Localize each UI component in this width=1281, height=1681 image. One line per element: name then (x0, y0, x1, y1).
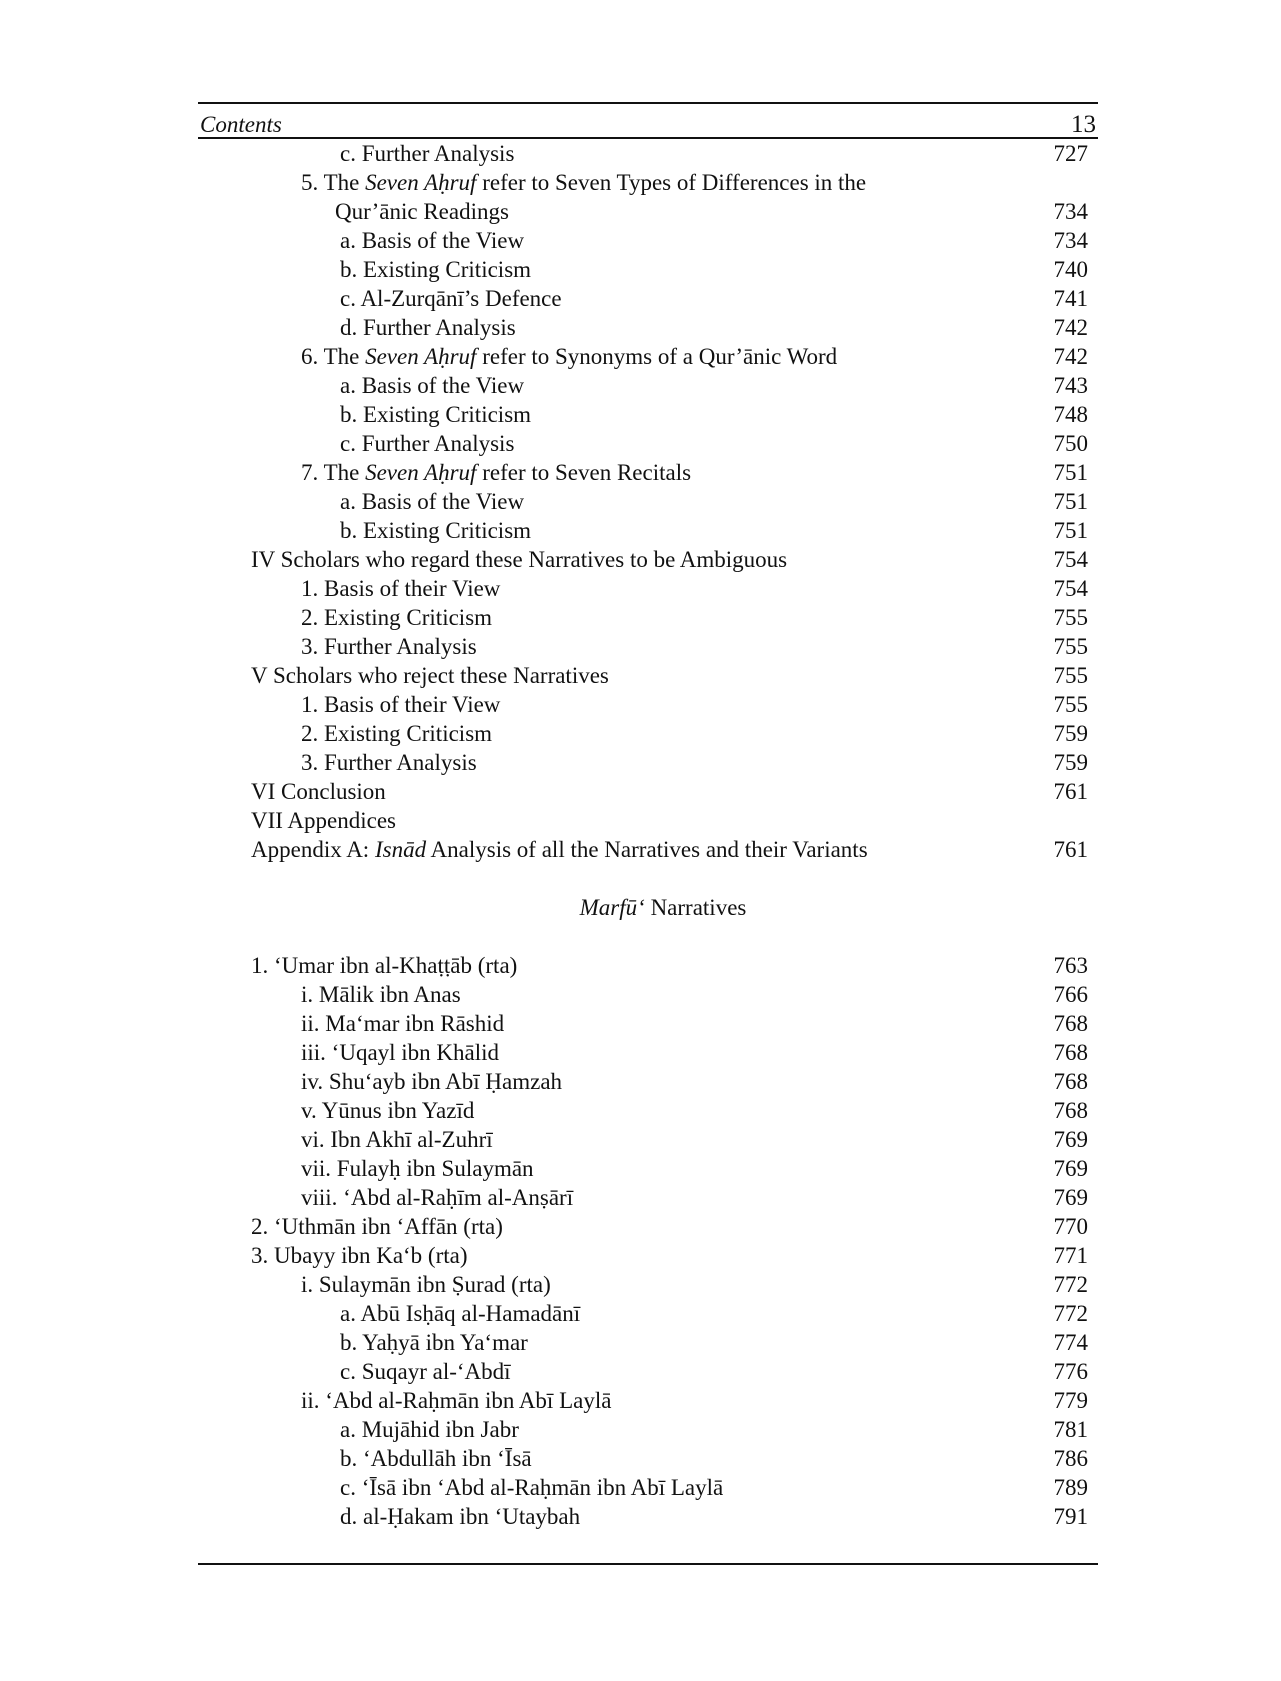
toc-entry-page-number: 781 (1053, 1417, 1088, 1442)
toc-entry-label: vii. Fulayḥ ibn Sulaymān (301, 1156, 534, 1181)
toc-entry (200, 197, 1096, 226)
toc-entry-page-number: 768 (1053, 1040, 1088, 1065)
toc-entry-label-italic: Isnād (374, 837, 427, 862)
toc-entry-label: d. al-Ḥakam ibn ‘Utaybah (340, 1504, 581, 1529)
toc-entry (200, 632, 1096, 661)
toc-entry-label: VII Appendices (251, 808, 396, 833)
toc-entry-page-number: 789 (1053, 1475, 1088, 1500)
toc-entry-label: a. Basis of the View (340, 489, 525, 514)
toc-entry-page-number: 755 (1053, 692, 1088, 717)
toc-entry-label: 2. ‘Uthmān ibn ‘Affān (rta) (251, 1214, 503, 1239)
toc-entry (200, 313, 1096, 342)
toc-entry (200, 748, 1096, 777)
toc-entry-label: b. Existing Criticism (340, 257, 532, 282)
toc-entry (200, 574, 1096, 603)
toc-entry-label: V Scholars who reject these Narratives (251, 663, 609, 688)
toc-entry (200, 342, 1096, 371)
toc-entry (200, 980, 1096, 1009)
toc-entry-page-number: 740 (1053, 257, 1088, 282)
table-of-contents (200, 139, 1096, 1531)
toc-entry-label: a. Basis of the View (340, 228, 525, 253)
toc-entry (200, 1067, 1096, 1096)
toc-entry-label: b. Yaḥyā ibn Ya‘mar (340, 1330, 528, 1355)
toc-entry-label-suffix: refer to Seven Types of Differences in the (476, 170, 867, 195)
toc-entry-label: ii. Ma‘mar ibn Rāshid (301, 1011, 505, 1036)
toc-entry (200, 1328, 1096, 1357)
toc-entry-label: a. Basis of the View (340, 373, 525, 398)
toc-entry-label: b. Existing Criticism (340, 402, 532, 427)
page-number: 13 (1071, 111, 1096, 138)
toc-entry (200, 1415, 1096, 1444)
toc-entry-page-number: 774 (1053, 1330, 1088, 1355)
toc-entry-label: ii. ‘Abd al-Raḥmān ibn Abī Laylā (301, 1388, 612, 1413)
toc-entry-page-number: 759 (1053, 750, 1088, 775)
toc-entry-label: a. Mujāhid ibn Jabr (340, 1417, 519, 1442)
toc-entry (200, 1386, 1096, 1415)
toc-entry-label: Qur’ānic Readings (335, 199, 509, 224)
toc-entry (200, 1096, 1096, 1125)
toc-entry-label: vi. Ibn Akhī al-Zuhrī (301, 1127, 493, 1152)
toc-entry (200, 226, 1096, 255)
toc-entry-label: b. ‘Abdullāh ibn ‘Īsā (340, 1446, 532, 1471)
running-header (200, 105, 1096, 139)
toc-entry-label: 1. ‘Umar ibn al-Khaṭṭāb (rta) (251, 953, 518, 978)
toc-entry (200, 1502, 1096, 1531)
toc-entry-page-number: 786 (1053, 1446, 1088, 1471)
toc-entry-label: i. Sulaymān ibn Ṣurad (rta) (301, 1272, 551, 1297)
toc-entry-label: c. Further Analysis (340, 431, 515, 456)
toc-entry-label: iv. Shu‘ayb ibn Abī Ḥamzah (301, 1069, 563, 1094)
toc-entry (200, 1038, 1096, 1067)
toc-entry (200, 1299, 1096, 1328)
toc-entry-page-number: 766 (1053, 982, 1088, 1007)
toc-entry-label: c. Suqayr al-‘Abdī (340, 1359, 511, 1384)
toc-entry (200, 603, 1096, 632)
toc-entry (200, 516, 1096, 545)
toc-entry (200, 719, 1096, 748)
toc-entry-page-number: 754 (1053, 547, 1088, 572)
toc-entry-label (301, 168, 866, 197)
toc-entry (200, 1009, 1096, 1038)
toc-entry-page-number: 741 (1053, 286, 1088, 311)
toc-entry (200, 458, 1096, 487)
toc-entry-page-number: 768 (1053, 1098, 1088, 1123)
toc-entry (200, 806, 1096, 835)
toc-entry-label: c. Further Analysis (340, 141, 515, 166)
toc-entry-label-italic: Seven Aḥruf (365, 344, 477, 369)
toc-entry (200, 1154, 1096, 1183)
toc-entry-label: v. Yūnus ibn Yazīd (301, 1098, 475, 1123)
running-header-title: Contents (200, 112, 282, 137)
toc-entry-label: c. Al-Zurqānī’s Defence (340, 286, 562, 311)
toc-entry-page-number: 750 (1053, 431, 1088, 456)
bottom-rule (198, 1563, 1098, 1565)
toc-entry-label: 3. Further Analysis (301, 634, 477, 659)
toc-entry-label: 1. Basis of their View (301, 692, 501, 717)
toc-entries-bottom (200, 951, 1096, 1531)
toc-entry (200, 1183, 1096, 1212)
toc-entry-label: 1. Basis of their View (301, 576, 501, 601)
toc-entry-page-number: 791 (1053, 1504, 1088, 1529)
section-heading-text: Narratives (644, 895, 747, 920)
toc-entry (200, 168, 1096, 197)
toc-entry-label: 3. Ubayy ibn Ka‘b (rta) (251, 1243, 468, 1268)
toc-entry-label-prefix: 5. The (301, 170, 366, 195)
toc-entry (200, 371, 1096, 400)
toc-entry (200, 1241, 1096, 1270)
toc-entry-label: b. Existing Criticism (340, 518, 532, 543)
toc-entry-page-number: 769 (1053, 1185, 1088, 1210)
toc-entry-label: i. Mālik ibn Anas (301, 982, 461, 1007)
toc-entry-label (301, 458, 691, 487)
toc-entry-page-number: 772 (1053, 1301, 1088, 1326)
toc-entry-page-number: 761 (1053, 837, 1088, 862)
toc-entry (200, 1357, 1096, 1386)
toc-entry-page-number: 751 (1053, 489, 1088, 514)
top-rule (198, 102, 1098, 104)
toc-entry-label: viii. ‘Abd al-Raḥīm al-Anṣārī (301, 1185, 574, 1210)
toc-entry-label (251, 835, 868, 864)
toc-entry-page-number: 772 (1053, 1272, 1088, 1297)
toc-entry-label-prefix: Appendix A: (251, 837, 375, 862)
toc-entry (200, 951, 1096, 980)
toc-entry-page-number: 769 (1053, 1127, 1088, 1152)
toc-entry-label: 2. Existing Criticism (301, 721, 493, 746)
toc-entry (200, 690, 1096, 719)
toc-entry-page-number: 734 (1053, 228, 1088, 253)
toc-entry-label-suffix: refer to Seven Recitals (476, 460, 692, 485)
toc-entry (200, 400, 1096, 429)
toc-entry-label: 2. Existing Criticism (301, 605, 493, 630)
toc-entry (200, 545, 1096, 574)
toc-entry-page-number: 751 (1053, 460, 1088, 485)
toc-entry-page-number: 742 (1053, 315, 1088, 340)
toc-entry (200, 1125, 1096, 1154)
toc-entry-label: c. ‘Īsā ibn ‘Abd al-Raḥmān ibn Abī Laylā (340, 1475, 724, 1500)
toc-entry-page-number: 771 (1053, 1243, 1088, 1268)
toc-entry-page-number: 763 (1053, 953, 1088, 978)
toc-entry (200, 1212, 1096, 1241)
toc-entry-label-suffix: refer to Synonyms of a Qur’ānic Word (476, 344, 838, 369)
toc-entry-label (301, 342, 837, 371)
toc-entry-page-number: 761 (1053, 779, 1088, 804)
toc-entry-page-number: 770 (1053, 1214, 1088, 1239)
toc-entry-page-number: 743 (1053, 373, 1088, 398)
toc-entry-label: 3. Further Analysis (301, 750, 477, 775)
toc-entry (200, 661, 1096, 690)
toc-entry-label-prefix: 7. The (301, 460, 366, 485)
toc-entry-page-number: 755 (1053, 663, 1088, 688)
toc-entries-top (200, 139, 1096, 864)
toc-entry (200, 1473, 1096, 1502)
toc-entry-label: d. Further Analysis (340, 315, 516, 340)
toc-entry (200, 139, 1096, 168)
toc-entry-label: a. Abū Isḥāq al-Hamadānī (340, 1301, 581, 1326)
toc-entry-label: iii. ‘Uqayl ibn Khālid (301, 1040, 500, 1065)
toc-entry-page-number: 769 (1053, 1156, 1088, 1181)
toc-entry-label: VI Conclusion (251, 779, 386, 804)
toc-entry-page-number: 734 (1053, 199, 1088, 224)
toc-entry-label-prefix: 6. The (301, 344, 366, 369)
toc-entry-page-number: 755 (1053, 634, 1088, 659)
toc-entry-page-number: 727 (1053, 141, 1088, 166)
toc-entry-label-suffix: Analysis of all the Narratives and their Variants (426, 837, 868, 862)
toc-entry-page-number: 751 (1053, 518, 1088, 543)
toc-entry (200, 835, 1096, 864)
toc-entry-page-number: 742 (1053, 344, 1088, 369)
toc-entry-page-number: 768 (1053, 1011, 1088, 1036)
toc-entry-page-number: 759 (1053, 721, 1088, 746)
toc-entry (200, 429, 1096, 458)
toc-entry-page-number: 748 (1053, 402, 1088, 427)
toc-entry (200, 1444, 1096, 1473)
toc-entry-label-italic: Seven Aḥruf (365, 460, 477, 485)
toc-entry (200, 777, 1096, 806)
toc-entry-page-number: 754 (1053, 576, 1088, 601)
toc-entry (200, 1270, 1096, 1299)
toc-entry (200, 487, 1096, 516)
toc-entry-page-number: 776 (1053, 1359, 1088, 1384)
toc-entry-page-number: 779 (1053, 1388, 1088, 1413)
toc-entry-page-number: 768 (1053, 1069, 1088, 1094)
section-heading-italic: Marfū‘ (579, 895, 645, 920)
toc-entry-label: IV Scholars who regard these Narratives to be Ambiguous (251, 547, 788, 572)
section-heading (200, 893, 1096, 922)
toc-entry-page-number: 755 (1053, 605, 1088, 630)
toc-entry (200, 284, 1096, 313)
toc-entry (200, 255, 1096, 284)
toc-entry-label-italic: Seven Aḥruf (365, 170, 477, 195)
